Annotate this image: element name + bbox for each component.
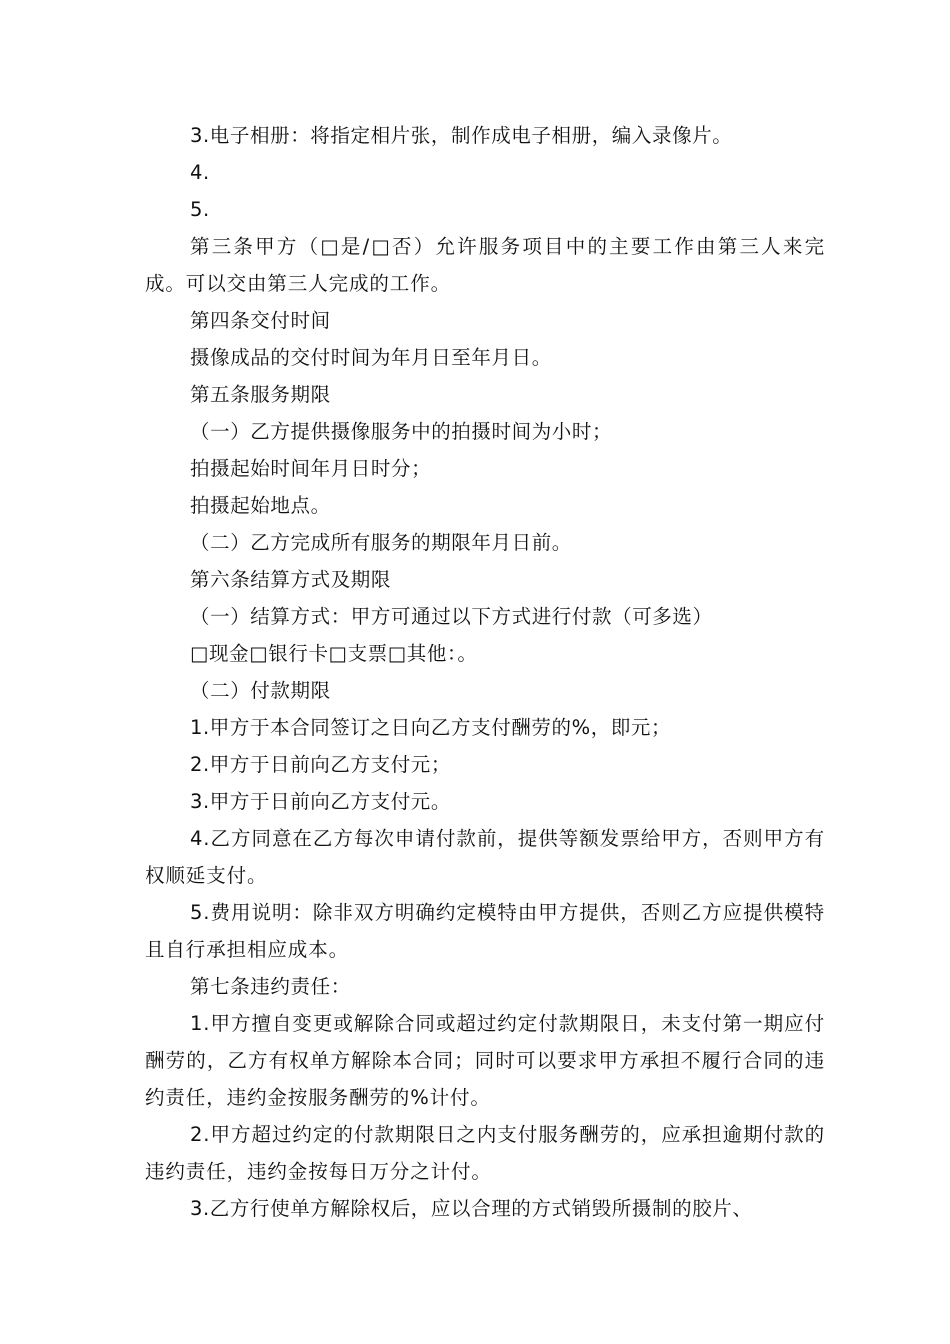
paragraph-shooting-start-time: 拍摄起始时间年月日时分； — [190, 457, 432, 480]
heading-article-6: 第六条结算方式及期限 — [190, 568, 392, 591]
paragraph-shooting-location: 拍摄起始地点。 — [190, 494, 331, 517]
paragraph-item-5: 5. — [190, 198, 210, 221]
heading-article-5: 第五条服务期限 — [190, 383, 331, 406]
paragraph-shooting-hours: （一）乙方提供摄像服务中的拍摄时间为小时； — [190, 420, 613, 443]
paragraph-payment-5: 5.费用说明：除非双方明确约定模特由甲方提供，否则乙方应提供模特且自行承担相应成本。 — [145, 901, 825, 961]
paragraph-payment-1: 1.甲方于本合同签订之日向乙方支付酬劳的%，即元； — [190, 716, 672, 739]
paragraph-breach-3: 3.乙方行使单方解除权后，应以合理的方式销毁所摄制的胶片、 — [190, 1197, 753, 1220]
heading-payment-term: （二）付款期限 — [190, 679, 331, 702]
paragraph-service-deadline: （二）乙方完成所有服务的期限年月日前。 — [190, 531, 572, 554]
paragraph-breach-2: 2.甲方超过约定的付款期限日之内支付服务酬劳的，应承担逾期付款的违约责任，违约金按每日万分之计付。 — [145, 1123, 825, 1183]
paragraph-payment-3: 3.甲方于日前向乙方支付元。 — [190, 790, 452, 813]
paragraph-delivery-time: 摄像成品的交付时间为年月日至年月日。 — [190, 346, 552, 369]
paragraph-article-3: 第三条甲方（□是/□否）允许服务项目中的主要工作由第三人来完成。可以交由第三人完成的工作。 — [145, 235, 825, 295]
paragraph-item-4: 4. — [190, 161, 210, 184]
paragraph-electronic-album: 3.电子相册：将指定相片张，制作成电子相册，编入录像片。 — [190, 124, 733, 147]
paragraph-payment-2: 2.甲方于日前向乙方支付元； — [190, 753, 452, 776]
paragraph-breach-1: 1.甲方擅自变更或解除合同或超过约定付款期限日，未支付第一期应付酬劳的，乙方有权单方解除本合同；同时可以要求甲方承担不履行合同的违约责任，违约金按服务酬劳的%计付。 — [145, 1012, 825, 1109]
paragraph-payment-method: （一）结算方式：甲方可通过以下方式进行付款（可多选） — [190, 605, 713, 628]
heading-article-4: 第四条交付时间 — [190, 309, 331, 332]
paragraph-payment-4: 4.乙方同意在乙方每次申请付款前，提供等额发票给甲方，否则甲方有权顺延支付。 — [145, 827, 825, 887]
heading-article-7: 第七条违约责任： — [190, 975, 351, 998]
document-body — [145, 117, 825, 1227]
paragraph-payment-options: □现金□银行卡□支票□其他：。 — [190, 642, 478, 665]
